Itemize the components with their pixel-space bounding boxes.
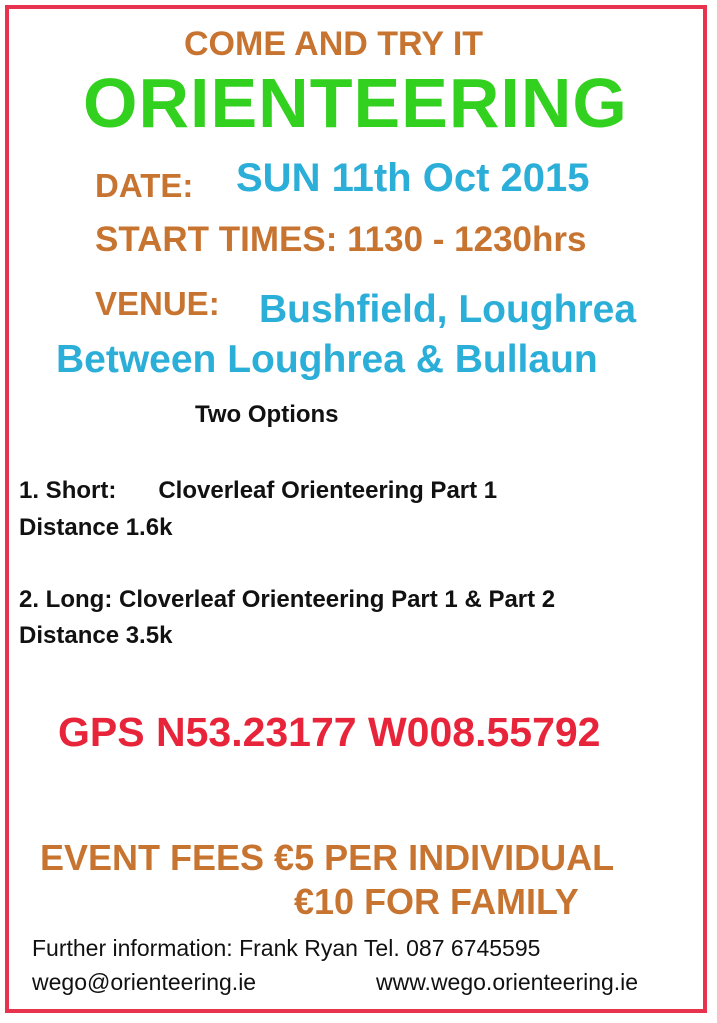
- venue-label: VENUE:: [95, 285, 220, 322]
- venue-detail: Between Loughrea & Bullaun: [56, 338, 598, 381]
- date-value: SUN 11th Oct 2015: [236, 156, 590, 200]
- fee-individual: EVENT FEES €5 PER INDIVIDUAL: [40, 837, 615, 878]
- date-label: DATE:: [95, 167, 194, 204]
- option-short-course: Cloverleaf Orienteering Part 1: [158, 477, 498, 504]
- contact-email: wego@orienteering.ie: [32, 969, 257, 995]
- start-times: START TIMES: 1130 - 1230hrs: [95, 220, 587, 259]
- gps-coordinates: GPS N53.23177 W008.55792: [58, 709, 601, 755]
- further-info: Further information: Frank Ryan Tel. 087 6745595: [32, 935, 541, 961]
- option-long: 2. Long: Cloverleaf Orienteering Part 1 & Part 2: [19, 586, 556, 613]
- option-short-label: 1. Short:: [19, 477, 117, 504]
- contact-website: www.wego.orienteering.ie: [376, 969, 639, 995]
- option-short-distance: Distance 1.6k: [19, 514, 173, 541]
- venue-value: Bushfield, Loughrea: [259, 288, 637, 331]
- option-long-distance: Distance 3.5k: [19, 622, 173, 649]
- fee-family: €10 FOR FAMILY: [294, 881, 579, 922]
- headline: COME AND TRY IT: [184, 25, 484, 63]
- options-heading: Two Options: [195, 401, 339, 428]
- option-short: [19, 479, 497, 503]
- flyer-title: ORIENTEERING: [83, 64, 628, 142]
